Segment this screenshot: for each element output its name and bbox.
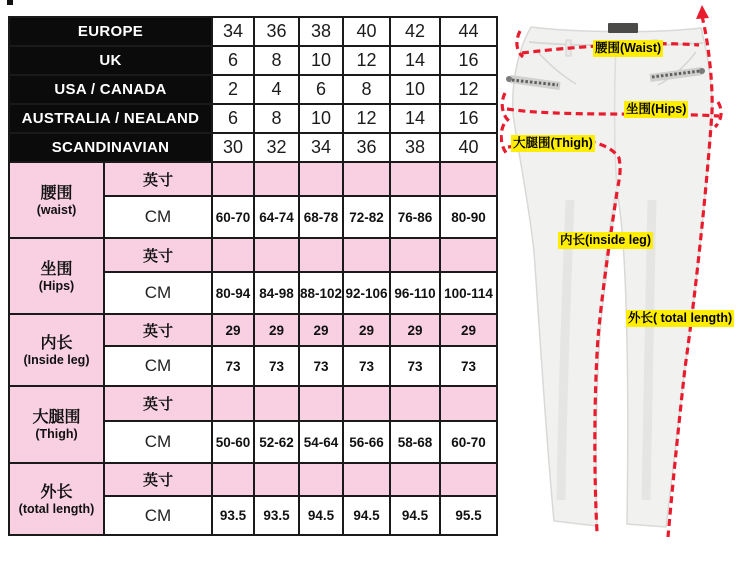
measure-cell [300,387,344,422]
measure-name-en: (Inside leg) [23,352,90,367]
measure-cell: 54-64 [300,422,344,464]
measure-cell [344,387,391,422]
size-cell: 14 [391,47,441,76]
region-label-europe: EUROPE [10,18,213,47]
measure-cell [441,464,498,497]
measure-cell: 29 [213,315,255,347]
measure-cell [255,464,300,497]
measure-name-cn: 大腿围 [32,409,81,426]
thigh-diagram-label: 大腿围(Thigh) [513,136,593,150]
size-cell: 10 [300,47,344,76]
size-cell: 8 [255,47,300,76]
measure-name-cn: 内长 [40,334,73,352]
measure-cell [391,387,441,422]
measure-cell: 80-94 [213,273,255,315]
measure-cell: 93.5 [255,497,300,536]
measure-cell: 73 [391,347,441,387]
size-cell: 44 [441,18,498,47]
size-cell: 6 [300,76,344,105]
size-cell: 30 [213,134,255,163]
measure-cell: 96-110 [391,273,441,315]
region-label-usa-canada: USA / CANADA [10,76,213,105]
measure-name-cn: 腰围 [40,184,73,202]
inside-leg-inch-row [10,315,498,347]
region-row-usa-canada [10,76,498,105]
measure-cell [300,239,344,273]
unit-inch-cell: 英寸 [105,464,213,497]
measure-name-en: (Hips) [38,278,75,293]
hips-diagram-label: 坐围(Hips) [626,102,687,116]
measure-cell: 68-78 [300,197,344,239]
jeans-measurement-diagram [500,0,750,582]
size-cell: 6 [213,47,255,76]
crop-artifact [7,0,13,5]
measure-cell: 95.5 [441,497,498,536]
measure-cell: 29 [255,315,300,347]
region-label-uk: UK [10,47,213,76]
measure-cell: 60-70 [213,197,255,239]
region-label-australia: AUSTRALIA / NEALAND [10,105,213,134]
measure-cell [391,163,441,197]
unit-cm-cell: CM [105,422,213,464]
measure-cell [391,239,441,273]
measure-cell: 64-74 [255,197,300,239]
measure-cell [213,163,255,197]
measure-label-hips [10,239,105,315]
measure-cell: 29 [344,315,391,347]
size-cell: 40 [344,18,391,47]
measure-cell: 88-102 [300,273,344,315]
measure-cell [255,387,300,422]
measure-cell: 92-106 [344,273,391,315]
brand-patch [608,23,638,33]
size-cell: 34 [300,134,344,163]
measure-cell: 73 [441,347,498,387]
jeans-illustration [500,0,750,582]
unit-inch-cell: 英寸 [105,315,213,347]
total-length-inch-row [10,464,498,497]
measure-name-en: (waist) [36,202,77,217]
measure-cell [213,239,255,273]
measure-label-inside-leg [10,315,105,387]
measure-cell: 56-66 [344,422,391,464]
measure-cell: 72-82 [344,197,391,239]
measure-cell [300,464,344,497]
size-cell: 32 [255,134,300,163]
size-cell: 14 [391,105,441,134]
size-cell: 8 [255,105,300,134]
measure-cell [213,387,255,422]
size-cell: 6 [213,105,255,134]
measure-cell [255,239,300,273]
measure-cell: 52-62 [255,422,300,464]
measure-cell: 93.5 [213,497,255,536]
measure-name-cn: 外长 [40,483,73,501]
size-cell: 4 [255,76,300,105]
measure-cell: 100-114 [441,273,498,315]
region-label-scandinavian: SCANDINAVIAN [10,134,213,163]
hips-dash-end-left [502,93,509,121]
measure-cell: 50-60 [213,422,255,464]
thigh-dash-end-left [501,124,507,154]
size-table [8,16,498,536]
size-cell: 36 [255,18,300,47]
zipper-pull-left [506,76,512,82]
measure-label-waist [10,163,105,239]
measure-cell: 84-98 [255,273,300,315]
size-cell: 42 [391,18,441,47]
thigh-inch-row [10,387,498,422]
hips-inch-row [10,239,498,273]
zipper-pull-right [699,68,705,74]
measure-cell: 73 [255,347,300,387]
measure-cell: 73 [300,347,344,387]
measure-cell [441,163,498,197]
measure-cell [441,239,498,273]
waist-inch-row [10,163,498,197]
size-cell: 10 [391,76,441,105]
size-cell: 12 [441,76,498,105]
size-cell: 12 [344,47,391,76]
size-cell: 38 [391,134,441,163]
measure-name-en: (total length) [18,501,95,516]
waist-diagram-label: 腰围(Waist) [595,41,662,55]
size-cell: 2 [213,76,255,105]
measure-cell [391,464,441,497]
measure-cell: 58-68 [391,422,441,464]
measure-cell [344,464,391,497]
measure-label-total-length [10,464,105,536]
measure-cell: 94.5 [391,497,441,536]
size-cell: 8 [344,76,391,105]
size-cell: 16 [441,105,498,134]
region-row-australia [10,105,498,134]
size-cell: 12 [344,105,391,134]
unit-cm-cell: CM [105,347,213,387]
region-row-uk [10,47,498,76]
region-row-europe [10,18,498,47]
size-cell: 16 [441,47,498,76]
measure-cell: 29 [300,315,344,347]
measure-cell [441,387,498,422]
measure-cell: 76-86 [391,197,441,239]
unit-inch-cell: 英寸 [105,387,213,422]
inside-leg-diagram-label: 内长(inside leg) [560,233,651,247]
unit-cm-cell: CM [105,197,213,239]
measure-cell [213,464,255,497]
region-row-scandinavian [10,134,498,163]
size-cell: 40 [441,134,498,163]
measure-label-thigh [10,387,105,464]
measure-cell: 94.5 [300,497,344,536]
unit-cm-cell: CM [105,273,213,315]
size-cell: 36 [344,134,391,163]
unit-inch-cell: 英寸 [105,239,213,273]
measure-cell: 29 [441,315,498,347]
measure-cell [344,239,391,273]
measure-cell: 60-70 [441,422,498,464]
measure-name-cn: 坐围 [40,260,73,278]
measure-cell: 73 [344,347,391,387]
measure-cell [300,163,344,197]
measure-cell: 80-90 [441,197,498,239]
unit-inch-cell: 英寸 [105,163,213,197]
measure-cell [255,163,300,197]
arrow-up-icon [696,5,709,19]
total-length-diagram-label: 外长( total length) [628,311,733,325]
unit-cm-cell: CM [105,497,213,536]
size-cell: 10 [300,105,344,134]
size-cell: 38 [300,18,344,47]
measure-cell: 73 [213,347,255,387]
measure-name-en: (Thigh) [35,427,78,441]
measure-cell: 29 [391,315,441,347]
size-cell: 34 [213,18,255,47]
measure-cell [344,163,391,197]
measure-cell: 94.5 [344,497,391,536]
